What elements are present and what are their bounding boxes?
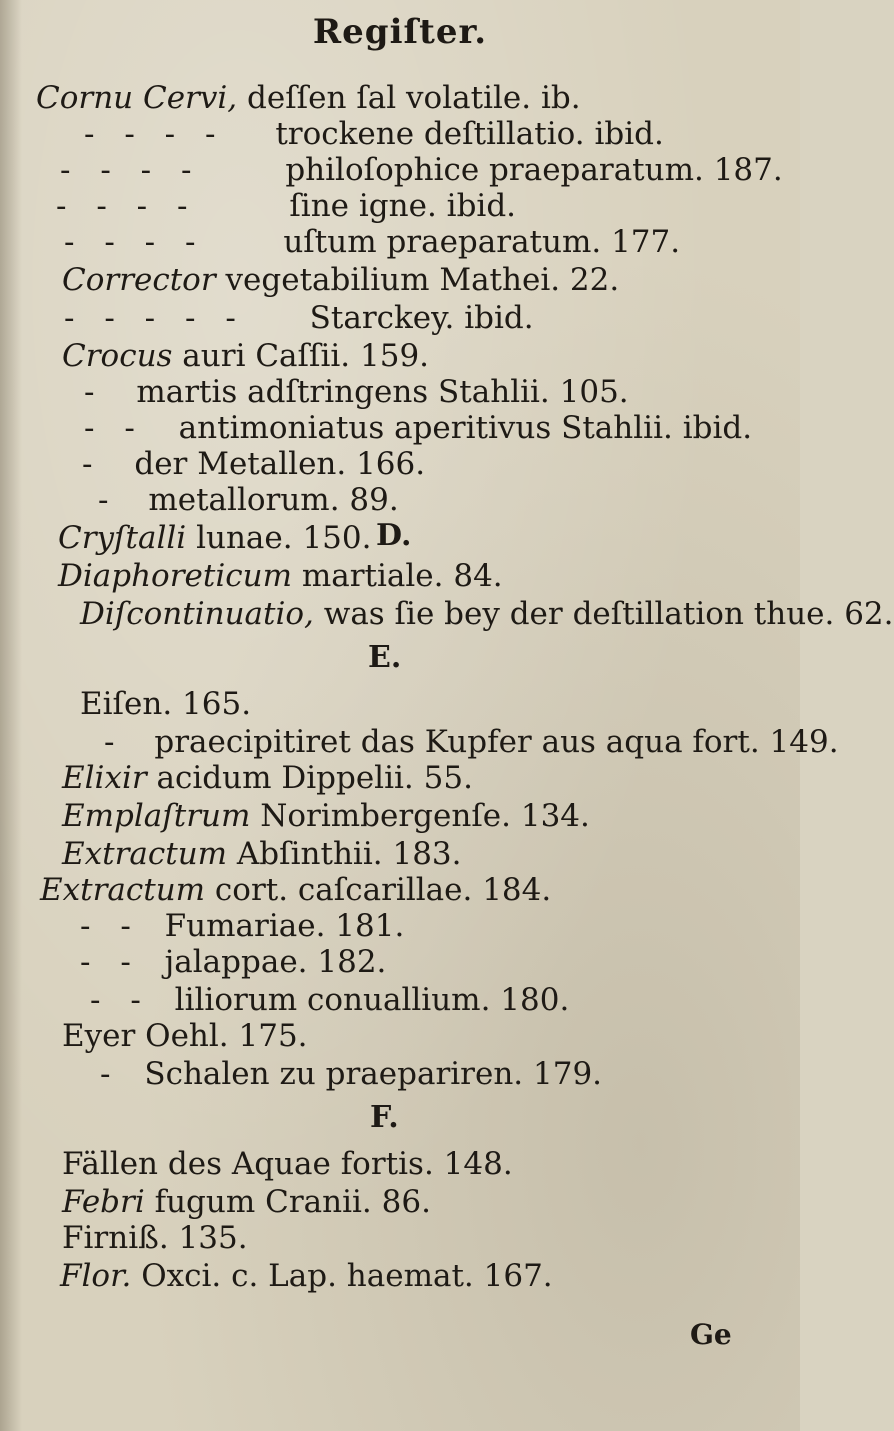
entry-lead: Diſcontinuatio,	[80, 596, 314, 632]
entry-text: fugum Cranii. 86.	[154, 1184, 431, 1220]
entry-dashes: - -	[84, 410, 145, 446]
entry-dashes: -	[100, 1056, 121, 1092]
index-entry	[60, 152, 783, 188]
entry-text: Fällen des Aquae fortis. 148.	[62, 1146, 513, 1182]
entry-lead: Crocus	[62, 338, 173, 374]
entry-lead: Elixir	[62, 760, 147, 796]
entry-lead: Febri	[62, 1184, 145, 1220]
index-entry	[62, 262, 619, 298]
entry-text: Eiſen. 165.	[80, 686, 252, 722]
page-title: Regiſter.	[312, 12, 488, 52]
index-entry	[90, 982, 569, 1018]
entry-text: antimoniatus aperitivus Stahlii. ibid.	[178, 410, 753, 446]
index-entry	[62, 1018, 308, 1054]
entry-text: Abſinthii. 183.	[236, 836, 462, 872]
entry-text: cort. caſcarillae. 184.	[214, 872, 552, 908]
index-entry	[100, 1056, 602, 1092]
entry-dashes: -	[84, 374, 105, 410]
entry-dashes: -	[82, 446, 103, 482]
index-entry	[84, 374, 629, 410]
index-entry	[62, 798, 590, 834]
page-edge-shadow	[0, 0, 22, 1431]
entry-text: Fumariae. 181.	[164, 908, 405, 944]
index-entry	[84, 116, 664, 152]
index-entry	[58, 520, 371, 556]
entry-text: Firniß. 135.	[62, 1220, 248, 1256]
entry-text: Starckey. ibid.	[309, 300, 534, 336]
entry-text: uſtum praeparatum. 177.	[283, 224, 681, 260]
entry-lead: Flor.	[60, 1258, 132, 1294]
entry-lead: Extractum	[62, 836, 228, 872]
index-entry	[62, 760, 473, 796]
entry-text: praecipitiret das Kupfer aus aqua fort. 149.	[154, 724, 839, 760]
entry-dashes: - -	[80, 944, 141, 980]
index-entry	[40, 872, 551, 908]
index-entry	[62, 338, 429, 374]
entry-text: was ſie bey der deſtillation thue. 62.	[323, 596, 894, 632]
section-letter-e: E.	[368, 640, 402, 675]
entry-lead: Corrector	[62, 262, 216, 298]
index-entry	[80, 596, 894, 632]
entry-dashes: - - - -	[56, 188, 198, 224]
index-entry	[64, 224, 680, 260]
entry-text: Schalen zu praepariren. 179.	[144, 1056, 603, 1092]
entry-text: metallorum. 89.	[148, 482, 399, 518]
entry-dashes: - - - -	[64, 224, 206, 260]
index-entry	[98, 482, 399, 518]
entry-dashes: - -	[90, 982, 151, 1018]
entry-dashes: - - - - -	[64, 300, 246, 336]
entry-dashes: - - - -	[60, 152, 202, 188]
entry-dashes: - - - -	[84, 116, 226, 152]
entry-text: Oxci. c. Lap. haemat. 167.	[141, 1258, 553, 1294]
section-letter-d: D.	[376, 518, 412, 553]
index-entry	[62, 836, 462, 872]
entry-dashes: -	[104, 724, 125, 760]
index-entry	[104, 724, 839, 760]
entry-lead: Emplaſtrum	[62, 798, 251, 834]
index-entry	[80, 908, 404, 944]
index-entry	[80, 686, 251, 722]
entry-text: Eyer Oehl. 175.	[62, 1018, 308, 1054]
entry-text: acidum Dippelii. 55.	[156, 760, 473, 796]
entry-lead: Cryſtalli	[58, 520, 187, 556]
entry-lead: Diaphoreticum	[58, 558, 292, 594]
index-entry	[60, 1258, 553, 1294]
entry-text: Norimbergenſe. 134.	[260, 798, 590, 834]
entry-dashes: -	[98, 482, 119, 518]
index-entry	[62, 1184, 431, 1220]
index-entry	[58, 558, 503, 594]
index-entry	[64, 300, 534, 336]
entry-text: martiale. 84.	[301, 558, 503, 594]
entry-text: jalappae. 182.	[164, 944, 387, 980]
entry-lead: Extractum	[40, 872, 206, 908]
entry-lead: Cornu Cervi,	[36, 80, 238, 116]
section-letter-f: F.	[370, 1100, 399, 1135]
entry-text: lunae. 150.	[196, 520, 372, 556]
entry-text: martis adſtringens Stahlii. 105.	[136, 374, 629, 410]
entry-text: deſſen ſal volatile. ib.	[247, 80, 581, 116]
index-entry	[80, 944, 386, 980]
catchword: Ge	[690, 1318, 732, 1351]
index-entry	[82, 446, 425, 482]
entry-text: vegetabilium Mathei. 22.	[225, 262, 620, 298]
index-entry	[36, 80, 581, 116]
index-entry	[62, 1220, 248, 1256]
entry-text: philoſophice praeparatum. 187.	[285, 152, 783, 188]
entry-text: liliorum conuallium. 180.	[174, 982, 570, 1018]
entry-dashes: - -	[80, 908, 141, 944]
entry-text: auri Caſſii. 159.	[182, 338, 430, 374]
index-entry	[62, 1146, 513, 1182]
index-entry	[56, 188, 516, 224]
entry-text: der Metallen. 166.	[134, 446, 426, 482]
entry-text: ſine igne. ibid.	[289, 188, 517, 224]
index-entry	[84, 410, 752, 446]
entry-text: trockene deſtillatio. ibid.	[275, 116, 664, 152]
